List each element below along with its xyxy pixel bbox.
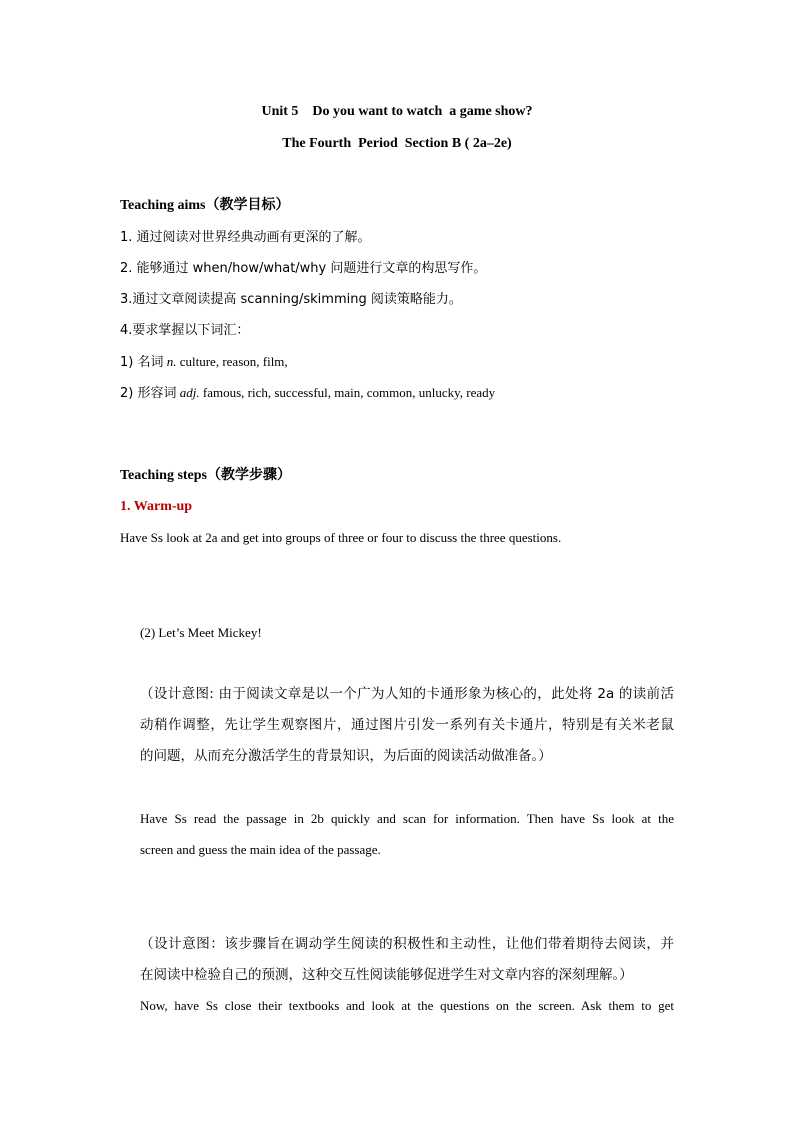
subsection-lets-meet-mickey: (2) Let’s Meet Mickey! bbox=[140, 625, 262, 640]
read-instruction-line-1: Have Ss read the passage in 2b quickly and scan for information. Then have Ss look at the bbox=[140, 811, 674, 826]
design-intent-1-line-2: 动稍作调整，先让学生观察图片，通过图片引发一系列有关卡通片，特别是有关米老鼠 bbox=[140, 717, 674, 733]
vocab-nouns-pos: n. bbox=[166, 354, 177, 369]
warmup-title: 1. Warm-up bbox=[120, 499, 193, 514]
vocab-adjectives-words: famous, rich, successful, main, common, unlucky, ready bbox=[199, 385, 496, 400]
teaching-aims-heading: Teaching aims（教学目标） bbox=[120, 198, 290, 213]
design-intent-2-line-2: 在阅读中检验自己的预测，这种交互性阅读能够促进学生对文章内容的深刻理解。） bbox=[140, 967, 633, 983]
design-intent-2-line-1: （设计意图：该步骤旨在调动学生阅读的积极性和主动性，让他们带着期待去阅读，并 bbox=[140, 936, 674, 952]
aim-item-3: 3.通过文章阅读提高 scanning/skimming 阅读策略能力。 bbox=[120, 292, 462, 307]
design-intent-1-line-3: 的问题，从而充分激活学生的背景知识，为后面的阅读活动做准备。） bbox=[140, 748, 552, 764]
vocab-nouns bbox=[120, 354, 288, 371]
aim-item-4: 4.要求掌握以下词汇： bbox=[120, 323, 250, 338]
period-title: The Fourth Period Section B ( 2a–2e) bbox=[282, 136, 512, 151]
now-instruction-line-1: Now, have Ss close their textbooks and look at the questions on the screen. Ask them to get bbox=[140, 998, 674, 1013]
vocab-nouns-words: culture, reason, film, bbox=[176, 354, 288, 369]
vocab-adjectives-prefix: 2) 形容词 bbox=[120, 386, 177, 401]
teaching-steps-heading: Teaching steps（教学步骤） bbox=[120, 468, 292, 483]
vocab-adjectives bbox=[120, 385, 495, 402]
read-instruction-line-2: screen and guess the main idea of the passage. bbox=[140, 842, 381, 857]
vocab-nouns-prefix: 1) 名词 bbox=[120, 355, 164, 370]
vocab-adjectives-pos: adj. bbox=[179, 385, 200, 400]
warmup-text: Have Ss look at 2a and get into groups of three or four to discuss the three questions. bbox=[120, 530, 562, 545]
aim-item-1: 1. 通过阅读对世界经典动画有更深的了解。 bbox=[120, 230, 371, 245]
design-intent-1-line-1: （设计意图: 由于阅读文章是以一个广为人知的卡通形象为核心的，此处将 2a 的读前活 bbox=[140, 686, 674, 702]
aim-item-2: 2. 能够通过 when/how/what/why 问题进行文章的构思写作。 bbox=[120, 261, 487, 276]
unit-title: Unit 5 Do you want to watch a game show? bbox=[261, 104, 533, 119]
